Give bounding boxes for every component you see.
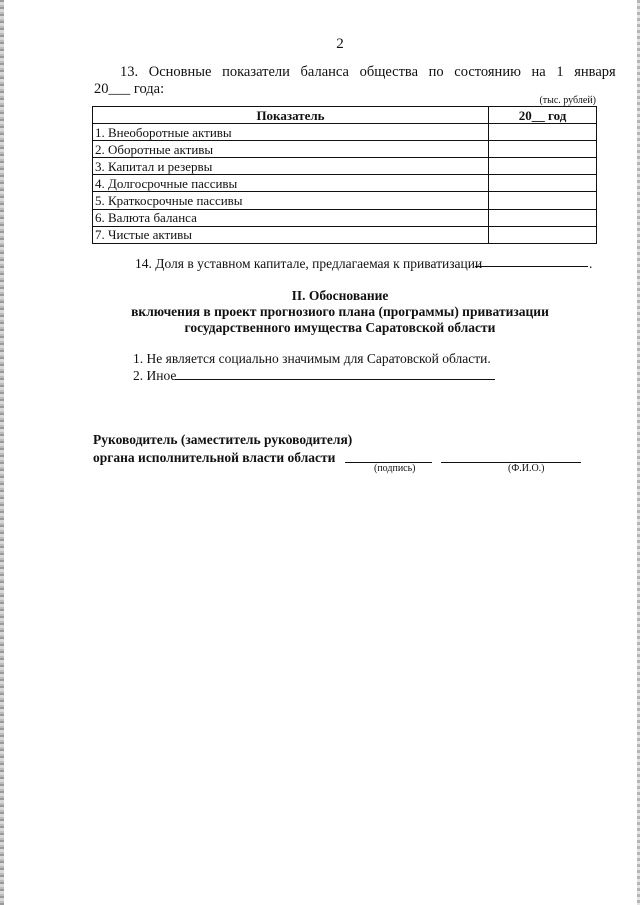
page-number: 2	[336, 36, 344, 52]
table-row	[93, 141, 597, 158]
table-row	[93, 124, 597, 141]
section2-item1: 1. Не является социально значимым для Саратовской области.	[133, 351, 491, 366]
row-value-cell	[489, 141, 597, 158]
section2-title: II. Обоснование	[291, 288, 389, 303]
row-value-cell	[489, 226, 597, 243]
scan-edge-left	[0, 0, 4, 905]
item14-end: .	[589, 256, 593, 271]
section2-subtitle-line2: включения в проект прогнозиого плана (программы) приватизации	[131, 304, 549, 319]
row-label: 2. Оборотные активы	[93, 141, 489, 158]
item13-line1: 13. Основные показатели баланса общества по состоянию на 1 января	[120, 64, 616, 80]
row-label: 4. Долгосрочные пассивы	[93, 175, 489, 192]
table-header-row	[93, 107, 597, 124]
item13-line2: 20___ года:	[94, 81, 165, 97]
row-value-cell	[489, 175, 597, 192]
item14-text: 14. Доля в уставном капитале, предлагаемая к приватизации	[135, 256, 483, 271]
table-row	[93, 226, 597, 243]
signatory-line1: Руководитель (заместитель руководителя)	[93, 432, 353, 447]
table-units: (тыс. рублей)	[539, 95, 596, 106]
row-value-cell	[489, 209, 597, 226]
row-label: 5. Краткосрочные пассивы	[93, 192, 489, 209]
signature-caption: (подпись)	[374, 463, 416, 474]
row-label: 6. Валюта баланса	[93, 209, 489, 226]
balance-table	[92, 106, 597, 244]
row-value-cell	[489, 124, 597, 141]
section2-item2: 2. Иное	[133, 368, 177, 383]
row-label: 7. Чистые активы	[93, 226, 489, 243]
row-label: 1. Внеоборотные активы	[93, 124, 489, 141]
header-indicator: Показатель	[93, 107, 489, 124]
row-label: 3. Капитал и резервы	[93, 158, 489, 175]
table-row	[93, 175, 597, 192]
header-year: 20__ год	[489, 107, 597, 124]
item14-blank-line[interactable]	[475, 266, 588, 267]
item2-blank-line[interactable]	[175, 379, 495, 380]
item14	[135, 256, 482, 272]
table-row	[93, 158, 597, 175]
table-row	[93, 192, 597, 209]
name-caption: (Ф.И.О.)	[508, 463, 545, 474]
row-value-cell	[489, 192, 597, 209]
section2-subtitle-line3: государственного имущества Саратовской области	[184, 320, 496, 335]
row-value-cell	[489, 158, 597, 175]
signatory-line2: органа исполнительной власти области	[93, 450, 336, 465]
table-row	[93, 209, 597, 226]
